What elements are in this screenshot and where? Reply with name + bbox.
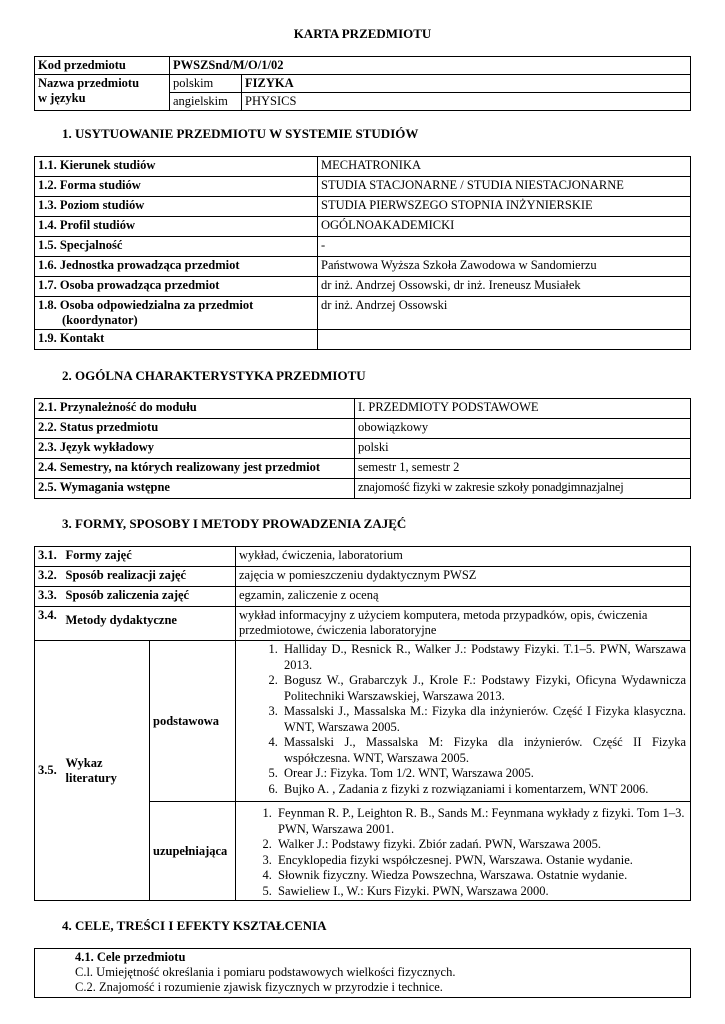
section-1-table	[34, 156, 691, 350]
objective-item: C.2. Znajomość i rozumienie zjawisk fizycznych w przyrodzie i technice.	[75, 980, 443, 994]
supplementary-literature-label: uzupełniająca	[150, 802, 236, 901]
s1-row-label: 1.3. Poziom studiów	[35, 197, 318, 217]
s3-row-value: zajęcia w pomieszczeniu dydaktycznym PWSZ	[236, 567, 691, 587]
list-item: 1. Feynman R. P., Leighton R. B., Sands M.: Feynmana wykłady z fizyki. Tom 1–3. PWN, Warszawa 2001.	[275, 806, 687, 837]
s1-row-label: 1.9. Kontakt	[35, 330, 318, 350]
section-3-table	[34, 546, 691, 901]
section-4-heading: 4. CELE, TREŚCI I EFEKTY KSZTAŁCENIA	[62, 918, 327, 933]
supplementary-literature-cell	[236, 802, 691, 901]
s1-row-value: dr inż. Andrzej Ossowski	[318, 297, 691, 330]
s2-row-label: 2.5. Wymagania wstępne	[35, 479, 355, 499]
section-4-table	[34, 948, 691, 998]
s1-row-label	[35, 297, 318, 330]
s1-row-value: Państwowa Wyższa Szkoła Zawodowa w Sandomierzu	[318, 257, 691, 277]
s3-row-value: wykład informacyjny z użyciem komputera, metoda przypadków, opis, ćwiczenia przedmiotowe, ćwiczenia laboratoryjne	[236, 607, 691, 641]
list-item: 1. Halliday D., Resnick R., Walker J.: Podstawy Fizyki. T.1–5. PWN, Warszawa 2013.	[281, 642, 686, 673]
section-2-heading: 2. OGÓLNA CHARAKTERYSTYKA PRZEDMIOTU	[62, 368, 366, 383]
literature-label	[63, 641, 150, 901]
s1-row-value: OGÓLNOAKADEMICKI	[318, 217, 691, 237]
section-2-table	[34, 398, 691, 499]
objectives-cell	[35, 949, 691, 998]
s1-row-label: 1.2. Forma studiów	[35, 177, 318, 197]
s1-row-value: STUDIA STACJONARNE / STUDIA NIESTACJONARNE	[318, 177, 691, 197]
s2-row-label: 2.4. Semestry, na których realizowany jest przedmiot	[35, 459, 355, 479]
s1-row-label: 1.6. Jednostka prowadząca przedmiot	[35, 257, 318, 277]
s1-row-label: 1.7. Osoba prowadząca przedmiot	[35, 277, 318, 297]
course-name-label	[35, 75, 170, 111]
s1-row-label: 1.4. Profil studiów	[35, 217, 318, 237]
s2-row-value: polski	[355, 439, 691, 459]
list-item: 5. Orear J.: Fizyka. Tom 1/2. WNT, Warszawa 2005.	[281, 766, 686, 782]
basic-literature-list	[239, 642, 686, 797]
objectives-heading: 4.1. Cele przedmiotu	[75, 950, 186, 964]
language-polish-label: polskim	[170, 75, 242, 93]
basic-literature-cell	[236, 641, 691, 802]
s1-row-value: -	[318, 237, 691, 257]
course-header-table	[34, 56, 691, 111]
s1-row-label: 1.1. Kierunek studiów	[35, 157, 318, 177]
s1-row-value: STUDIA PIERWSZEGO STOPNIA INŻYNIERSKIE	[318, 197, 691, 217]
supplementary-literature-list	[239, 806, 687, 899]
basic-literature-label: podstawowa	[150, 641, 236, 802]
course-code-value: PWSZSnd/M/O/1/02	[170, 57, 691, 75]
s1-row-value: dr inż. Andrzej Ossowski, dr inż. Ireneusz Musiałek	[318, 277, 691, 297]
course-name-label-line2: w języku	[38, 91, 86, 105]
section-3-heading: 3. FORMY, SPOSOBY I METODY PROWADZENIA ZAJĘĆ	[62, 516, 407, 531]
s2-row-value: obowiązkowy	[355, 419, 691, 439]
s3-row-label: Sposób zaliczenia zajęć	[63, 587, 236, 607]
course-name-label-line1: Nazwa przedmiotu	[38, 76, 140, 90]
course-code-label: Kod przedmiotu	[35, 57, 170, 75]
literature-label-line2: literatury	[65, 770, 117, 785]
s3-row-num: 3.1.	[35, 547, 63, 567]
course-name-polish: FIZYKA	[242, 75, 691, 93]
s2-row-value: znajomość fizyki w zakresie szkoły ponadgimnazjalnej	[355, 479, 691, 499]
s3-row-num: 3.2.	[35, 567, 63, 587]
course-name-english: PHYSICS	[242, 93, 691, 111]
s2-row-value: I. PRZEDMIOTY PODSTAWOWE	[355, 399, 691, 419]
s1-row-label: 1.5. Specjalność	[35, 237, 318, 257]
s1-row-value: MECHATRONIKA	[318, 157, 691, 177]
s2-row-label: 2.2. Status przedmiotu	[35, 419, 355, 439]
language-english-label: angielskim	[170, 93, 242, 111]
s3-row-num: 3.4.	[35, 607, 63, 641]
s2-row-value: semestr 1, semestr 2	[355, 459, 691, 479]
page-title: KARTA PRZEDMIOTU	[293, 26, 432, 41]
s1-row-value	[318, 330, 691, 350]
list-item: 4. Słownik fizyczny. Wiedza Powszechna, Warszawa. Ostatnie wydanie.	[275, 868, 687, 884]
s3-row-num: 3.3.	[35, 587, 63, 607]
list-item: 2. Walker J.: Podstawy fizyki. Zbiór zadań. PWN, Warszawa 2005.	[275, 837, 687, 853]
literature-num: 3.5.	[35, 641, 63, 901]
list-item: 3. Encyklopedia fizyki współczesnej. PWN, Warszawa. Ostanie wydanie.	[275, 853, 687, 869]
s2-row-label: 2.1. Przynależność do modułu	[35, 399, 355, 419]
list-item: 2. Bogusz W., Grabarczyk J., Krole F.: Podstawy Fizyki, Oficyna Wydawnicza Politechniki Warszawskiej, Warszawa 2013.	[281, 673, 686, 704]
s2-row-label: 2.3. Język wykładowy	[35, 439, 355, 459]
list-item: 3. Massalski J., Massalska M.: Fizyka dla inżynierów. Część I Fizyka klasyczna. WNT, Warszawa 2005.	[281, 704, 686, 735]
s3-row-label: Formy zajęć	[63, 547, 236, 567]
s1-row-label-line1: 1.8. Osoba odpowiedzialna za przedmiot	[38, 298, 254, 312]
section-1-heading: 1. USYTUOWANIE PRZEDMIOTU W SYSTEMIE STUDIÓW	[62, 126, 419, 141]
objective-item: C.l. Umiejętność określania i pomiaru podstawowych wielkości fizycznych.	[75, 965, 456, 979]
s3-row-value: wykład, ćwiczenia, laboratorium	[236, 547, 691, 567]
s1-row-label-line2: (koordynator)	[62, 313, 138, 327]
list-item: 6. Bujko A. , Zadania z fizyki z rozwiązaniami i komentarzem, WNT 2006.	[281, 782, 686, 798]
list-item: 4. Massalski J., Massalska M: Fizyka dla inżynierów. Część II Fizyka współczesna. WNT, Warszawa 2005.	[281, 735, 686, 766]
s3-row-value: egzamin, zaliczenie z oceną	[236, 587, 691, 607]
list-item: 5. Sawieliew I., W.: Kurs Fizyki. PWN, Warszawa 2000.	[275, 884, 687, 900]
s3-row-label: Metody dydaktyczne	[63, 607, 236, 641]
literature-label-line1: Wykaz	[65, 755, 103, 770]
s3-row-label: Sposób realizacji zajęć	[63, 567, 236, 587]
